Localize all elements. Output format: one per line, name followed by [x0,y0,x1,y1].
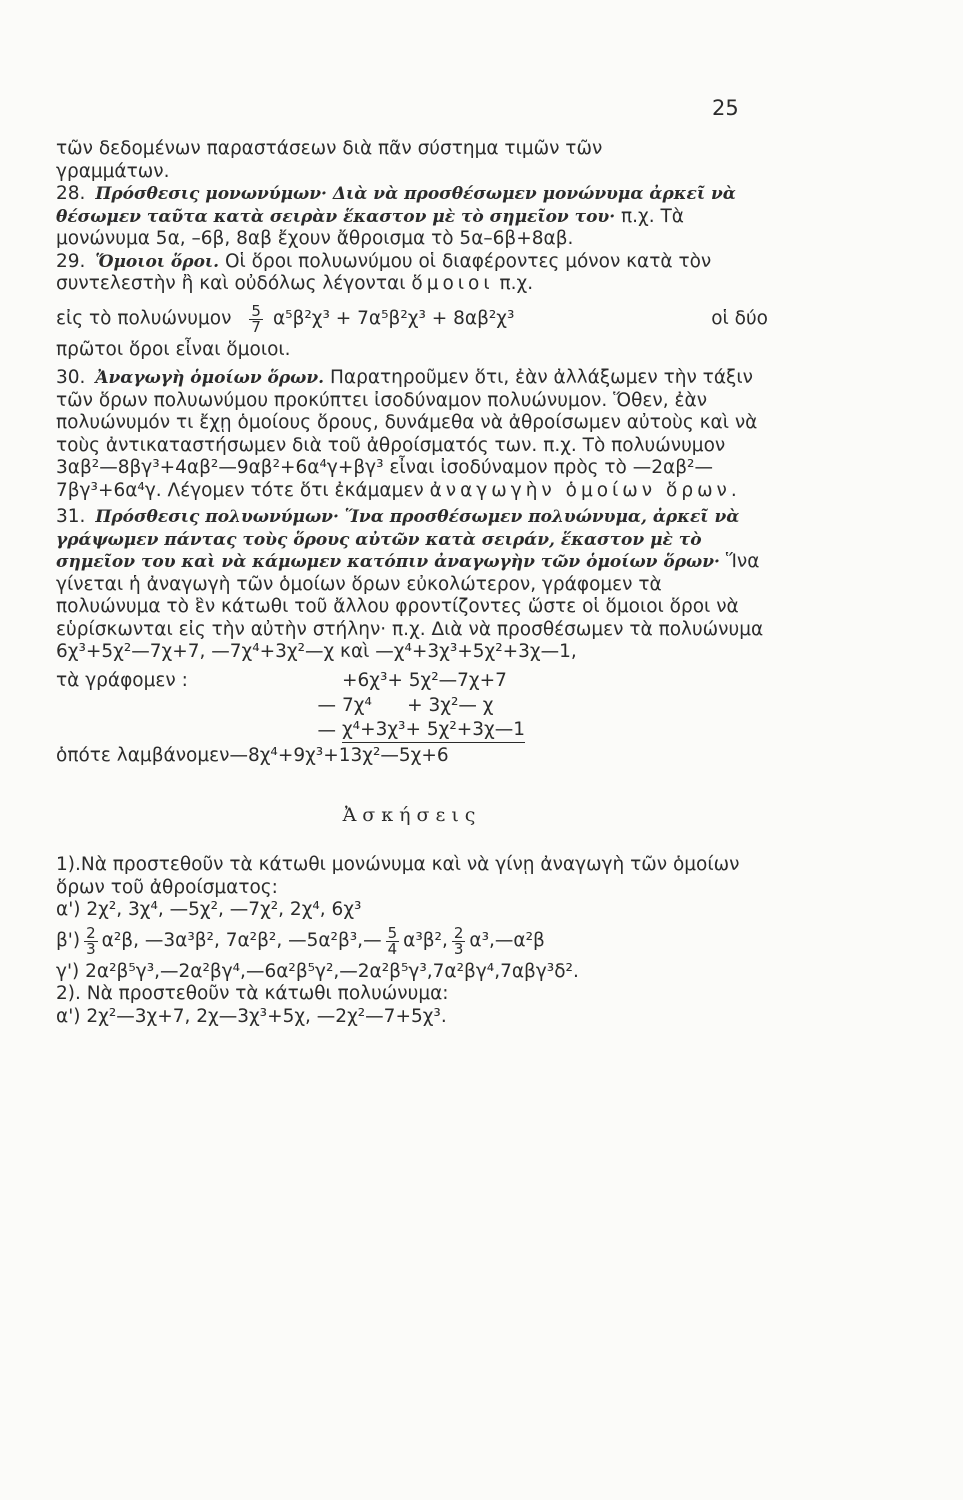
item-expression: 2χ²—3χ+7, 2χ—3χ³+5χ, —2χ²—7+5χ³. [86,1005,447,1027]
fraction-numerator: 2 [453,923,464,942]
addition-row [56,668,768,693]
exercise-item [56,961,768,984]
section-title: Πρόσθεσις πολυωνύμων· [95,507,339,527]
section-29 [56,251,768,296]
item-expression: 2α²β⁵γ³,—2α²βγ⁴,—6α²β⁵γ²,—2α²β⁵γ³,7α²βγ⁴,7αβγ³δ². [85,960,579,982]
exercises-title: Ἀσκήσεις [342,803,482,826]
section-title: Πρόσθεσις μονωνύμων· [95,184,327,204]
fraction-denominator: 4 [387,939,398,958]
addition-result-row [56,743,768,768]
item-expression: 2χ², 3χ⁴, —5χ², —7χ², 2χ⁴, 6χ³ [86,899,362,920]
addition-label: τὰ γράφομεν : [56,670,188,691]
section-28 [56,183,768,251]
section-number: 29. [56,250,86,272]
row-sign: — [317,720,336,741]
fraction [249,301,263,336]
exercise-item [56,923,768,958]
exercise-item [56,899,768,922]
item-expression: α²β, —3α³β², 7α²β², —5α²β³,— [101,929,382,951]
fraction-numerator: 5 [387,923,398,942]
row-expression: +6χ³+ 5χ²—7χ+7 [342,670,507,691]
section-number: 31. [56,506,86,527]
math-lead: εἰς τὸ πολυώνυμον [56,307,232,329]
example-marker: π.χ. [499,273,534,294]
section-text: Οἱ ὅροι πολυωνύμου οἱ διαφέροντες μόνον κατὰ τὸν συντελεστὴν ἢ καὶ οὐδόλως λέγονται [56,250,712,294]
math-expression: α⁵β²χ³ + 7α⁵β²χ³ + 8αβ²χ³ [272,307,515,329]
exercise-item [56,1006,768,1029]
fraction-denominator: 3 [86,939,96,958]
addition-row [56,693,768,718]
section-title: Ὅμοιοι ὅροι. [95,251,220,272]
fraction-denominator: 7 [251,317,261,336]
result-label: ὁπότε λαμβάνομεν [56,745,230,766]
item-label: γ') [56,960,80,982]
section-number: 28. [56,183,86,204]
section-example: π.χ. Τὰ μονώνυμα 5α, –6β, 8αβ ἔχουν ἄθροισμα τὸ 5α–6β+8αβ. [56,205,684,249]
text-line: γραμμάτων. [56,160,170,182]
exercise-2: 2). Νὰ προστεθοῦν τὰ κάτωθι πολυώνυμα: [56,983,449,1004]
fraction [386,923,400,958]
row-expression: χ⁴+3χ³+ 5χ²+3χ—1 [342,719,525,743]
defined-term: ἀναγωγὴν ὁμοίων ὅρων. [429,479,741,501]
result-expression: —8χ⁴+9χ³+13χ²—5χ+6 [229,745,449,766]
text-line: πρῶτοι ὅροι εἶναι ὅμοιοι. [56,338,291,360]
text-line: τῶν δεδομένων παραστάσεων διὰ πᾶν σύστημα τιμῶν τῶν [56,138,603,159]
polynomials-line: 6χ³+5χ²—7χ+7, —7χ⁴+3χ²—χ καὶ —χ⁴+3χ³+5χ²+3χ—1, [56,641,577,662]
section-rule: Ἵνα προσθέσωμεν πολυώνυμα, ἀρκεῖ νὰ γράψωμεν πάντας τοὺς ὅρους αὐτῶν κατὰ σειράν, ἕκαστον μὲ τὸ σημεῖον του καὶ νὰ κάμωμεν κατόπιν ἀναγωγὴν τῶν ὁμοίων ὅρων· [56,507,740,572]
row-sign: — [317,695,336,716]
section-31 [56,506,768,641]
exercise-1: 1).Νὰ προστεθοῦν τὰ κάτωθι μονώνυμα καὶ νὰ γίνῃ ἀναγωγὴ τῶν ὁμοίων ὅρων τοῦ ἀθροίσματος: [56,854,740,898]
fraction-denominator: 3 [453,939,464,958]
item-expression: α³β², [403,929,448,951]
item-label: α') [56,899,81,920]
fraction [452,923,466,958]
defined-term: ὅμοιοι [411,273,494,294]
row-expression: 7χ⁴ + 3χ²— χ [342,695,494,716]
column-addition [56,668,768,768]
section-rule: Διὰ νὰ προσθέσωμεν μονώνυμα ἀρκεῖ νὰ θέσωμεν ταῦτα κατὰ σειρὰν ἕκαστον μὲ τὸ σημεῖον του· [56,184,736,227]
math-tail: οἱ δύο [711,307,768,329]
fraction-numerator: 2 [86,923,96,942]
page-body [56,138,768,1028]
fraction-numerator: 5 [251,301,261,320]
item-label: β') [56,929,81,951]
item-label: α') [56,1005,81,1027]
section-text: Ἵνα γίνεται ἡ ἀναγωγὴ τῶν ὁμοίων ὅρων εὐκολώτερον, γράφομεν τὰ πολυώνυμα τὸ ἓν κάτωθι τοῦ ἄλλου φροντίζοντες ὥστε οἱ ὅμοιοι ὅροι νὰ εὑρίσκωνται εἰς τὴν αὐτὴν στήλην· π.χ. Διὰ νὰ προσθέσωμεν τὰ πολυώνυμα [56,551,764,640]
math-example [56,301,768,336]
addition-row [56,718,768,743]
section-text: Παρατηροῦμεν ὅτι, ἐὰν ἀλλάξωμεν τὴν τάξιν τῶν ὅρων πολυωνύμου προκύπτει ἰσοδύναμον πολυώνυμον. Ὅθεν, ἐὰν πολυώνυμόν τι ἔχῃ ὁμοίους ὅρους, δυνάμεθα νὰ ἀθροίσωμεν αὐτοὺς καὶ νὰ τοὺς ἀντικαταστήσωμεν διὰ τοῦ ἀθροίσματός των. π.χ. Τὸ πολυώνυμον 3αβ²—8βγ³+4αβ²—9αβ²+6α⁴γ+βγ³ εἶναι ἰσοδύναμον πρὸς τὸ —2αβ²—7βγ³+6α⁴γ. Λέγομεν τότε ὅτι ἐκάμαμεν [56,367,758,501]
page-number: 25 [712,96,739,120]
section-title: Ἀναγωγὴ ὁμοίων ὅρων. [95,368,325,388]
section-number: 30. [56,367,86,388]
item-expression: α³,—α²β [469,929,545,951]
fraction [84,923,98,958]
section-30 [56,367,768,502]
